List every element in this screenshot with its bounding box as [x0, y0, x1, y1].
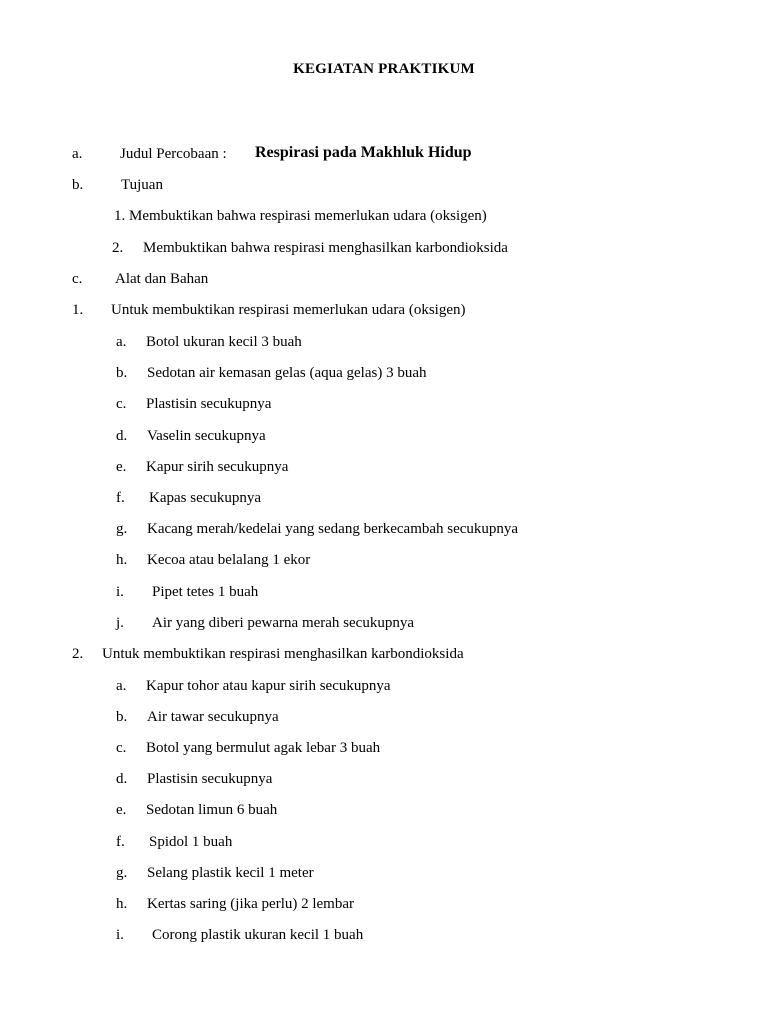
list-item-marker: j.	[116, 615, 124, 631]
judul-label: Judul Percobaan :	[120, 146, 227, 162]
list-item-marker: b.	[116, 709, 128, 725]
tujuan-item-text: Membuktikan bahwa respirasi menghasilkan karbondioksida	[143, 240, 508, 256]
list-item-marker: h.	[116, 552, 128, 568]
list-item-marker: g.	[116, 865, 128, 881]
list-item: Kapas secukupnya	[149, 490, 262, 506]
alat-label: Alat dan Bahan	[115, 271, 209, 287]
list-item-marker: f.	[116, 834, 125, 850]
section1-marker: 1.	[72, 302, 84, 318]
list-item-marker: h.	[116, 896, 128, 912]
tujuan-item-marker: 2.	[112, 240, 124, 256]
list-item: Botol ukuran kecil 3 buah	[146, 334, 302, 350]
judul-value: Respirasi pada Makhluk Hidup	[255, 144, 472, 161]
section2-text: Untuk membuktikan respirasi menghasilkan karbondioksida	[102, 646, 464, 662]
list-item: Air tawar secukupnya	[147, 709, 279, 725]
list-item-marker: b.	[116, 365, 128, 381]
list-item: Air yang diberi pewarna merah secukupnya	[152, 615, 414, 631]
judul-marker: a.	[72, 146, 83, 162]
list-item: Pipet tetes 1 buah	[152, 584, 259, 600]
page-title: KEGIATAN PRAKTIKUM	[293, 61, 475, 77]
list-item: Kapur sirih secukupnya	[146, 459, 289, 475]
list-item-marker: c.	[116, 396, 127, 412]
list-item-marker: e.	[116, 459, 127, 475]
list-item: Vaselin secukupnya	[147, 428, 266, 444]
list-item: Botol yang bermulut agak lebar 3 buah	[146, 740, 381, 756]
list-item: Plastisin secukupnya	[146, 396, 272, 412]
list-item: Plastisin secukupnya	[147, 771, 273, 787]
list-item: Spidol 1 buah	[149, 834, 233, 850]
list-item-marker: a.	[116, 678, 127, 694]
list-item-marker: d.	[116, 771, 128, 787]
list-item-marker: d.	[116, 428, 128, 444]
tujuan-item-text: Membuktikan bahwa respirasi memerlukan udara (oksigen)	[129, 208, 487, 224]
list-item-marker: g.	[116, 521, 128, 537]
list-item: Corong plastik ukuran kecil 1 buah	[152, 927, 364, 943]
list-item: Sedotan air kemasan gelas (aqua gelas) 3 buah	[147, 365, 427, 381]
list-item-marker: i.	[116, 927, 124, 943]
list-item: Sedotan limun 6 buah	[146, 802, 278, 818]
list-item-marker: i.	[116, 584, 124, 600]
list-item-marker: e.	[116, 802, 127, 818]
section1-text: Untuk membuktikan respirasi memerlukan udara (oksigen)	[111, 302, 466, 318]
tujuan-label: Tujuan	[121, 177, 163, 193]
tujuan-marker: b.	[72, 177, 84, 193]
list-item: Selang plastik kecil 1 meter	[147, 865, 314, 881]
list-item: Kertas saring (jika perlu) 2 lembar	[147, 896, 355, 912]
list-item-marker: c.	[116, 740, 127, 756]
section2-marker: 2.	[72, 646, 84, 662]
list-item-marker: f.	[116, 490, 125, 506]
list-item: Kapur tohor atau kapur sirih secukupnya	[146, 678, 391, 694]
tujuan-item-marker: 1.	[114, 208, 126, 224]
list-item-marker: a.	[116, 334, 127, 350]
list-item: Kacang merah/kedelai yang sedang berkecambah secukupnya	[147, 521, 519, 537]
alat-marker: c.	[72, 271, 83, 287]
list-item: Kecoa atau belalang 1 ekor	[147, 552, 311, 568]
